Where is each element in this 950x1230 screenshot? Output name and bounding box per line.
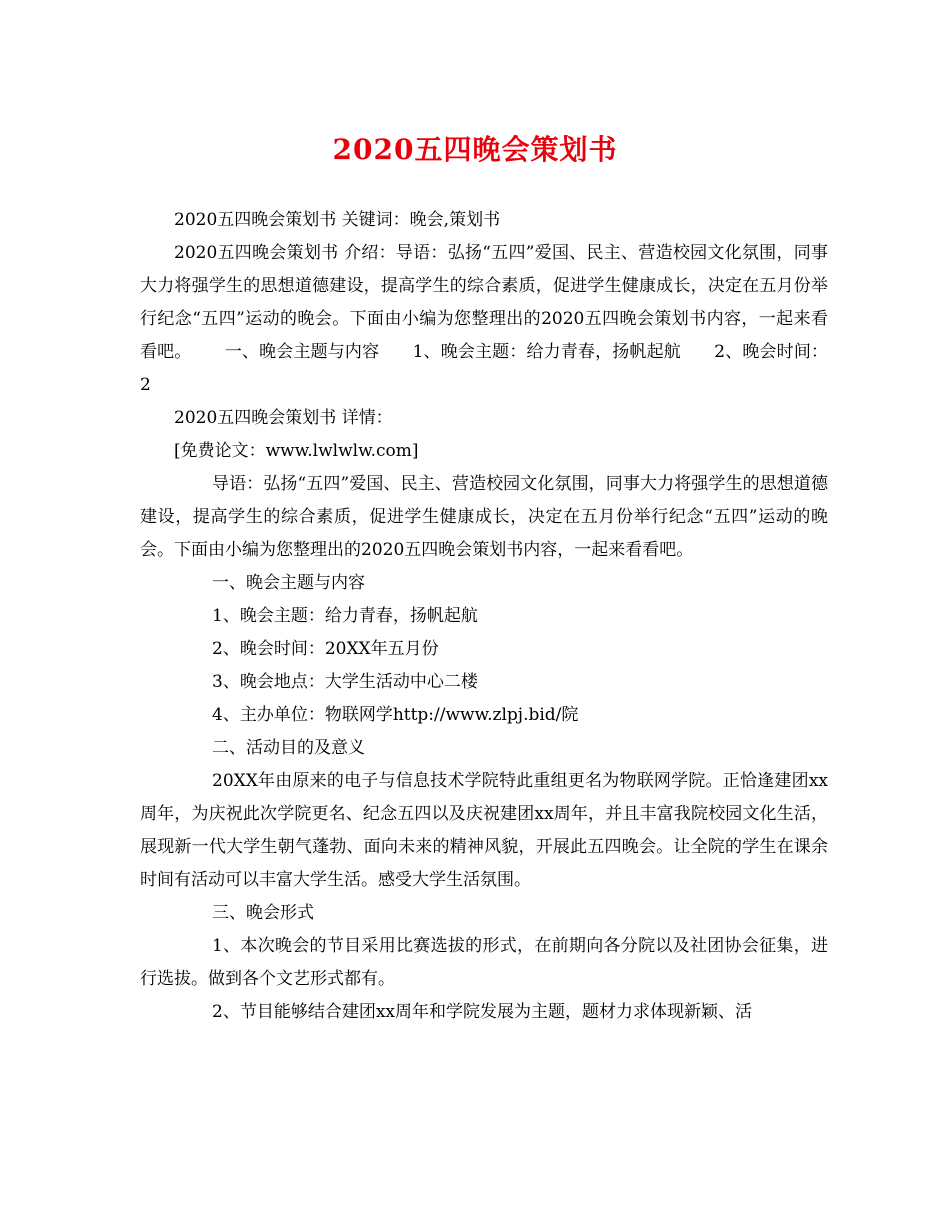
section-heading-theme: 一、晚会主题与内容 — [212, 573, 365, 593]
keywords-line: 2020五四晚会策划书 关键词：晚会,策划书 — [174, 210, 501, 230]
format-item-1: 1、本次晚会的节目采用比赛选拔的形式，在前期向各分院以及社团协会征集，进行选拔。做到各个文艺形式都有。 — [140, 936, 828, 989]
intro-paragraph: 2020五四晚会策划书 介绍：导语：弘扬“五四”爱国、民主、营造校园文化氛围，同事大力将强学生的思想道德建设，提高学生的综合素质，促进学生健康成长，决定在五月份举行纪念“五四”运动的晚会。下面由小编为您整理出的2020五四晚会策划书内容，一起来看看吧。 一、晚会主题与内容 1、晚会主题：给力青春，扬帆起航 2、晚会时间：2 — [140, 243, 828, 395]
section-heading-format: 三、晚会形式 — [212, 903, 314, 923]
purpose-paragraph: 20XX年由原来的电子与信息技术学院特此重组更名为物联网学院。正恰逢建团xx周年，为庆祝此次学院更名、纪念五四以及庆祝建团xx周年，并且丰富我院校园文化生活，展现新一代大学生朝气蓬勃、面向未来的精神风貌，开展此五四晚会。让全院的学生在课余时间有活动可以丰富大学生活。感受大学生活氛围。 — [140, 771, 828, 890]
details-line: 2020五四晚会策划书 详情： — [174, 408, 393, 428]
list-item-organizer: 4、主办单位：物联网学http://www.zlpj.bid/院 — [212, 705, 579, 725]
document-body — [140, 204, 828, 1029]
document-title: 2020五四晚会策划书 — [332, 133, 618, 166]
list-item-theme: 1、晚会主题：给力青春，扬帆起航 — [212, 606, 478, 626]
list-item-location: 3、晚会地点：大学生活动中心二楼 — [212, 672, 478, 692]
preface-paragraph: 导语：弘扬“五四”爱国、民主、营造校园文化氛围，同事大力将强学生的思想道德建设，提高学生的综合素质，促进学生健康成长，决定在五月份举行纪念“五四”运动的晚会。下面由小编为您整理出的2020五四晚会策划书内容，一起来看看吧。 — [140, 474, 828, 560]
format-item-2: 2、节目能够结合建团xx周年和学院发展为主题，题材力求体现新颖、活 — [212, 1002, 752, 1022]
section-heading-purpose: 二、活动目的及意义 — [212, 738, 365, 758]
source-link-line: [免费论文：www.lwlwlw.com] — [174, 441, 419, 461]
list-item-time: 2、晚会时间：20XX年五月份 — [212, 639, 439, 659]
